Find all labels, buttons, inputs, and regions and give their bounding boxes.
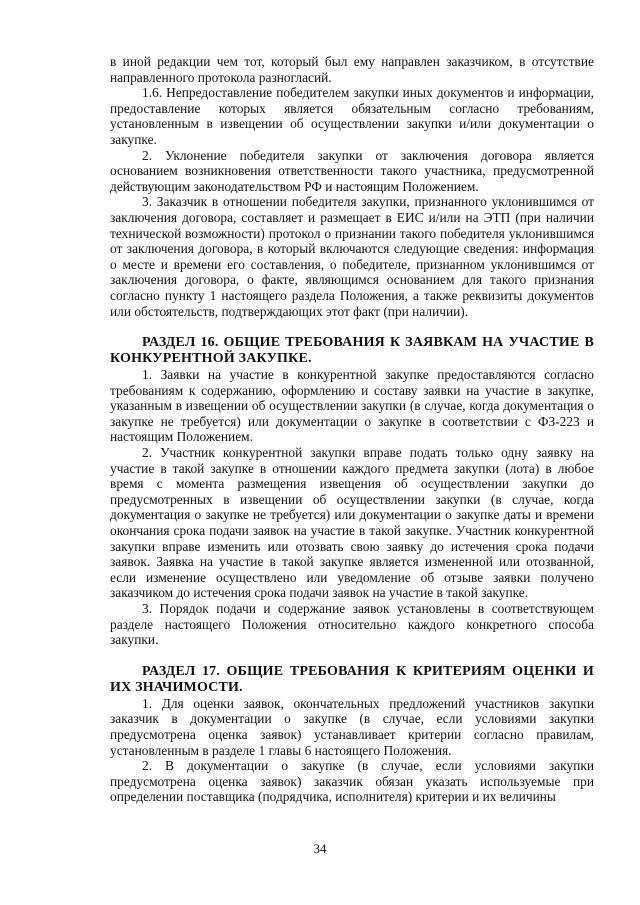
section-17-heading: РАЗДЕЛ 17. ОБЩИЕ ТРЕБОВАНИЯ К КРИТЕРИЯМ ОЦЕНКИ И ИХ ЗНАЧИМОСТИ. (110, 663, 594, 695)
paragraph-3: 3. Заказчик в отношении победителя закупки, признанного уклонившимся от заключения договора, составляет и размещает в ЕИС и/или на ЭТП (при наличии технической возможности) протокол о признании такого победителя уклонившимся от заключения договора, в который включаются следующие сведения: информация о месте и времени его составления, о победителе, признанном уклонившимся от заключения договора, о факте, являющимся основанием для такого признания согласно пункту 1 настоящего раздела Положения, а также реквизиты документов или обстоятельств, подтверждающих этот факт (при наличии). (110, 194, 594, 319)
page-number: 34 (313, 841, 327, 856)
section-17-paragraph-1: 1. Для оценки заявок, окончательных предложений участников закупки заказчик в документации о закупке (в случае, если условиями закупки предусмотрена оценка заявок) устанавливает критерии согласно правилам, установленным в разделе 1 главы 6 настоящего Положения. (110, 695, 594, 758)
paragraph-carryover: в иной редакции чем тот, который был ему направлен заказчиком, в отсутствие направленного протокола разногласий. (110, 54, 594, 85)
document-page (110, 54, 594, 805)
section-16-paragraph-3: 3. Порядок подачи и содержание заявок установлены в соответствующем разделе настоящего Положения относительно каждого конкретного способа закупки. (110, 601, 594, 648)
section-16-paragraph-1: 1. Заявки на участие в конкурентной закупке предоставляются согласно требованиям к содержанию, оформлению и составу заявки на участие в закупке, указанным в извещении об осуществлении закупки (в случае, когда документация о закупке не требуется) или документации о закупке в соответствии с ФЗ-223 и настоящим Положением. (110, 367, 594, 445)
paragraph-2: 2. Уклонение победителя закупки от заключения договора является основанием возникновения ответственности такого участника, предусмотренной действующим законодательством РФ и настоящим Положением. (110, 147, 594, 194)
section-16-heading: РАЗДЕЛ 16. ОБЩИЕ ТРЕБОВАНИЯ К ЗАЯВКАМ НА УЧАСТИЕ В КОНКУРЕНТНОЙ ЗАКУПКЕ. (110, 335, 594, 367)
section-16-paragraph-2: 2. Участник конкурентной закупки вправе подать только одну заявку на участие в такой закупке в отношении каждого предмета закупки (лота) в любое время с момента размещения извещения об осуществлении закупки до предусмотренных в извещении об осуществлении закупки (в случае, когда документация о закупке не требуется) или документации о закупке даты и времени окончания срока подачи заявок на участие в такой закупке. Участник конкурентной закупки вправе изменить или отозвать свою заявку до истечения срока подачи заявок. Заявка на участие в такой закупке является измененной или отозванной, если изменение осуществлено или уведомление об отзыве заявки получено заказчиком до истечения срока подачи заявок на участие в такой закупке. (110, 445, 594, 601)
paragraph-1-6: 1.6. Непредоставление победителем закупки иных документов и информации, предоставление которых является обязательным согласно требованиям, установленным в извещении об осуществлении закупки и/или документации о закупке. (110, 85, 594, 147)
section-17-paragraph-2: 2. В документации о закупке (в случае, если условиями закупки предусмотрена оценка заявок) заказчик обязан указать используемые при определении поставщика (подрядчика, исполнителя) критерии и их величины (110, 758, 594, 805)
